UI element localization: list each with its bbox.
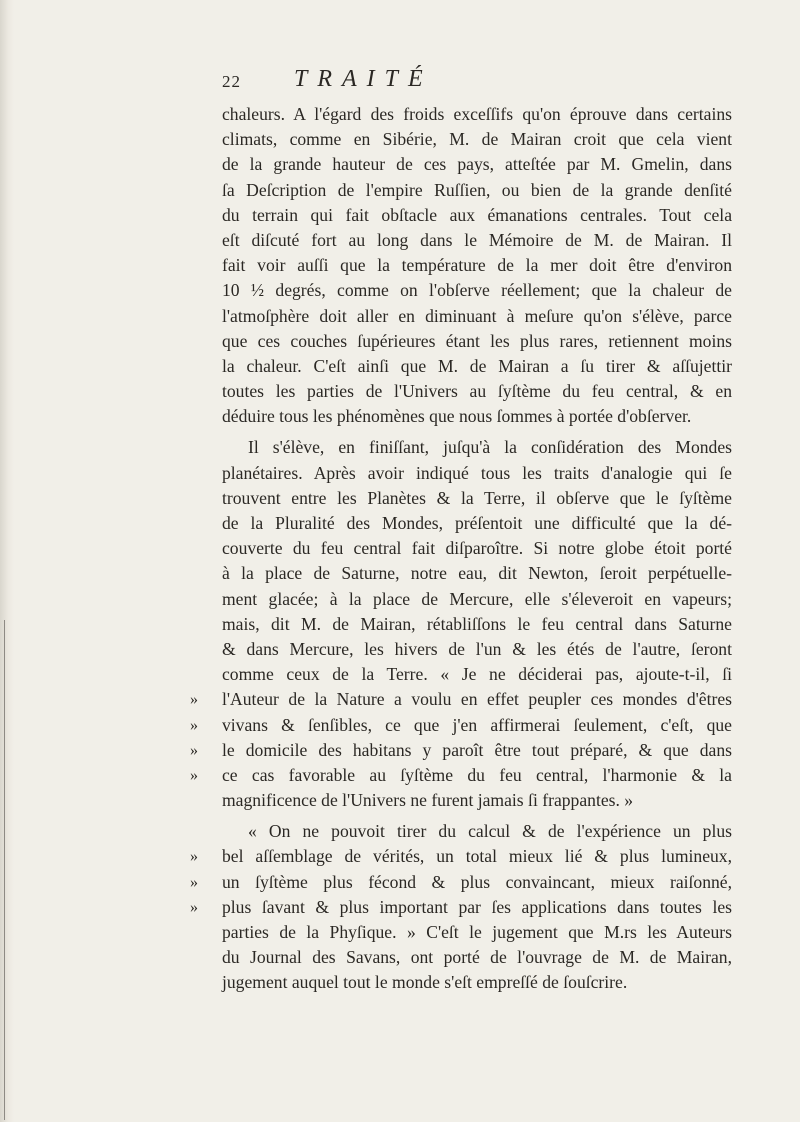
text-line: 10 ½ degrés, comme on l'obſerve réellement; que la chaleur de (222, 280, 732, 301)
text-line: couverte du feu central fait diſparoître. Si notre globe étoit porté (222, 538, 732, 559)
text-line: mais, dit M. de Mairan, rétabliſſons le feu central dans Saturne (222, 613, 732, 634)
paragraph (190, 435, 732, 813)
margin-quote-mark: » (190, 898, 198, 916)
text-line: chaleurs. A l'égard des froids exceſſifs qu'on éprouve dans certains (222, 104, 732, 124)
margin-quote-mark: » (190, 691, 198, 709)
binding-line (4, 620, 5, 1120)
running-title: TRAITÉ (294, 66, 433, 92)
text-line: l'Auteur de la Nature a voulu en effet peupler ces mondes d'êtres (222, 689, 732, 710)
text-line: que ces couches ſupérieures étant les plus rares, retiennent moins (222, 330, 732, 351)
text-line: à la place de Saturne, notre eau, dit Newton, ſeroit perpétuelle- (222, 563, 732, 584)
quoted-line (190, 738, 732, 763)
text-line: la chaleur. C'eſt ainſi que M. de Mairan a ſu tirer & aſſujettir (222, 355, 732, 376)
text-line: climats, comme en Sibérie, M. de Mairan croit que cela vient (222, 129, 732, 150)
text-line: parties de la Phyſique. » C'eſt le jugement que M.rs les Auteurs (222, 922, 732, 942)
text-line: planétaires. Après avoir indiqué tous les traits d'analogie qui ſe (222, 462, 732, 483)
margin-quote-mark: » (190, 873, 198, 891)
text-line: bel aſſemblage de vérités, un total mieux lié & plus lumineux, (222, 846, 732, 867)
quoted-line (190, 763, 732, 788)
text-line: & dans Mercure, les hivers de l'un & les étés de l'autre, ſeront (222, 638, 732, 659)
margin-quote-mark: » (190, 741, 198, 759)
margin-quote-mark: » (190, 848, 198, 866)
text-line: fait voir auſſi que la température de la mer doit être d'environ (222, 255, 732, 276)
text-line: « On ne pouvoit tirer du calcul & de l'expérience un plus (248, 821, 732, 842)
text-line: du terrain qui fait obſtacle aux émanations centrales. Tout cela (222, 204, 732, 225)
text-line: jugement auquel tout le monde s'eſt empreſſé de ſouſcrire. (222, 972, 628, 993)
text-line: comme ceux de la Terre. « Je ne déciderai pas, ajoute-t-il, ſi (222, 664, 732, 685)
paragraph (222, 102, 732, 429)
text-line: ce cas favorable au ſyſtème du feu central, l'harmonie & la (222, 764, 732, 785)
text-line: magnificence de l'Univers ne furent jamais ſi frappantes. » (222, 790, 634, 811)
quoted-line (190, 895, 732, 920)
quoted-line (190, 870, 732, 895)
text-line: toutes les parties de l'Univers au ſyſtème du feu central, & en (222, 381, 732, 402)
text-line: eſt diſcuté fort au long dans le Mémoire de M. de Mairan. Il (222, 229, 732, 250)
text-line: Il s'élève, en finiſſant, juſqu'à la conſidération des Mondes (248, 437, 732, 458)
page-edge (0, 0, 14, 1122)
paragraph (190, 819, 732, 995)
quoted-line (190, 844, 732, 869)
text-line: un ſyſtème plus fécond & plus convaincant, mieux raiſonné, (222, 871, 732, 892)
text-line: plus ſavant & plus important par ſes applications dans toutes les (222, 896, 732, 917)
text-line: de la Pluralité des Mondes, préſentoit une difficulté que la dé- (222, 513, 732, 533)
margin-quote-mark: » (190, 766, 198, 784)
margin-quote-mark: » (190, 716, 198, 734)
text-line: vivans & ſenſibles, ce que j'en affirmerai ſeulement, c'eſt, que (222, 714, 732, 735)
text-line: ſa Deſcription de l'empire Ruſſien, ou bien de la grande denſité (222, 179, 732, 200)
text-line: l'atmoſphère doit aller en diminuant à meſure qu'on s'élève, parce (222, 305, 732, 326)
text-line: du Journal des Savans, ont porté de l'ouvrage de M. de Mairan, (222, 947, 732, 968)
body-text (190, 102, 732, 996)
page-number: 22 (222, 72, 241, 91)
text-line: le domicile des habitans y paroît être tout préparé, & que dans (222, 739, 732, 760)
text-line: trouvent entre les Planètes & la Terre, il obſerve que le ſyſtème (222, 487, 732, 508)
page-header (222, 66, 582, 96)
text-line: ment glacée; à la place de Mercure, elle s'éleveroit en vapeurs; (222, 588, 732, 609)
quoted-line (190, 687, 732, 712)
quoted-line (190, 713, 732, 738)
text-line: déduire tous les phénomènes que nous ſommes à portée d'obſerver. (222, 406, 692, 427)
text-line: de la grande hauteur de ces pays, atteſtée par M. Gmelin, dans (222, 154, 732, 175)
